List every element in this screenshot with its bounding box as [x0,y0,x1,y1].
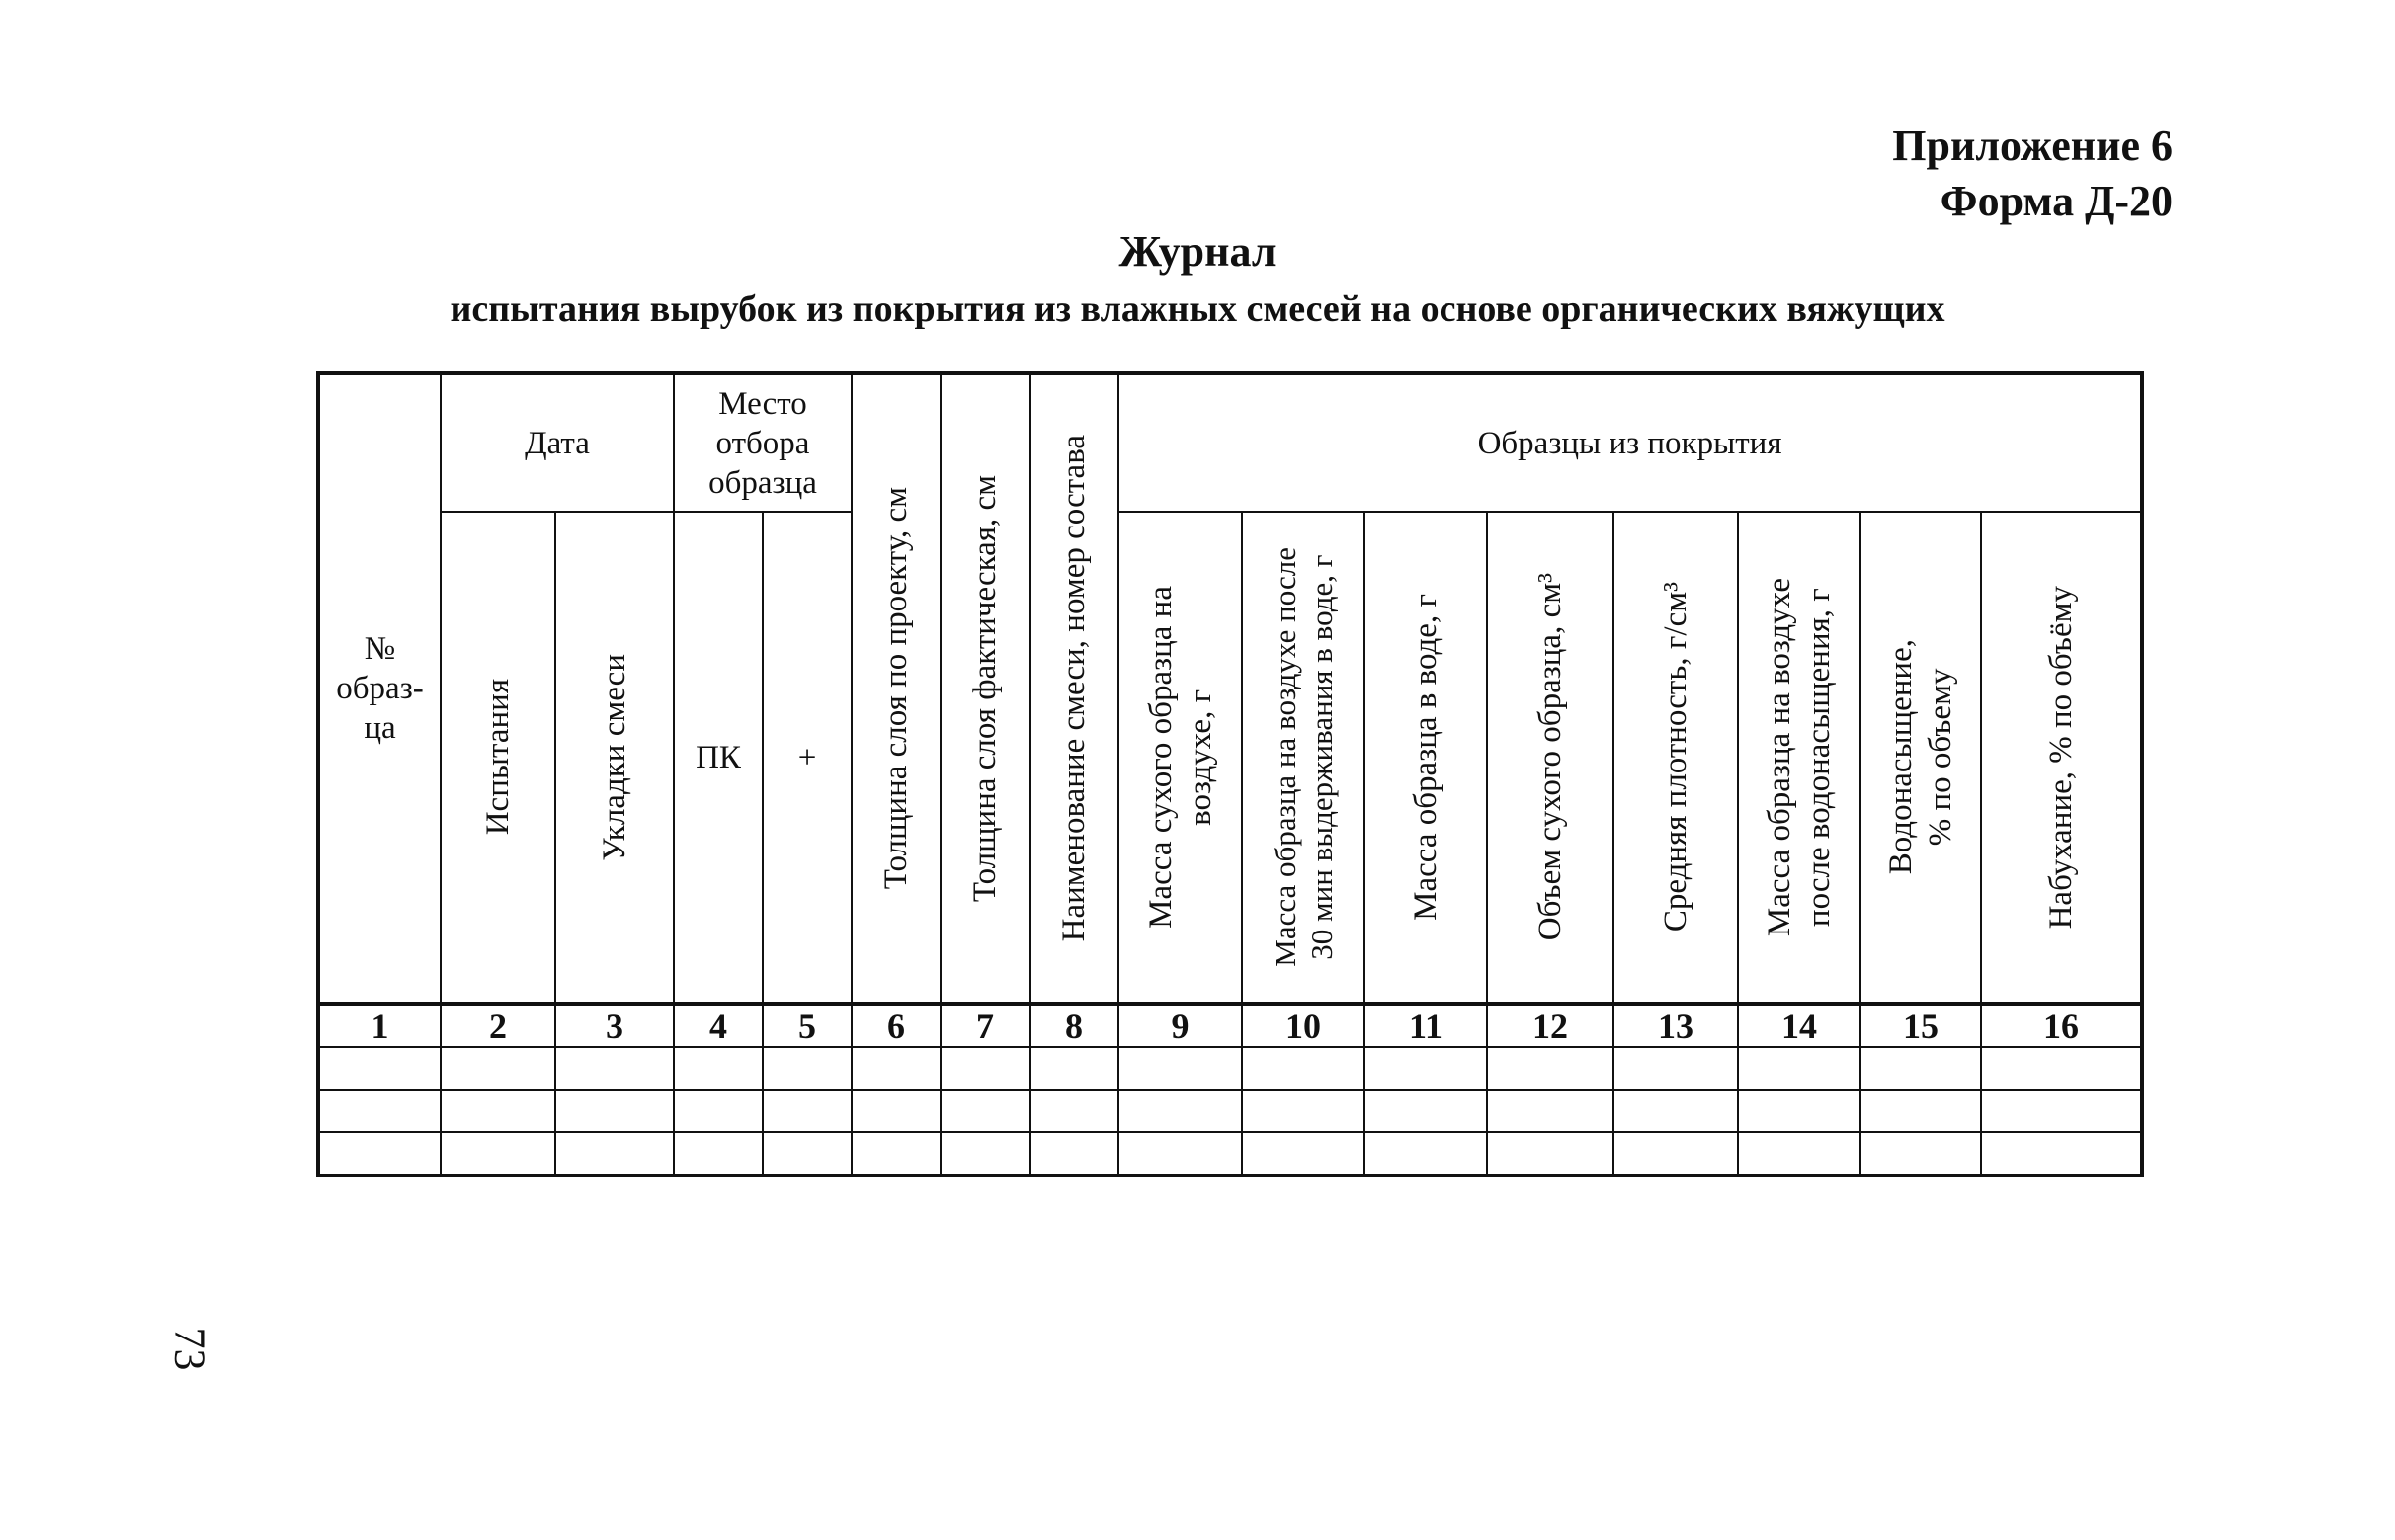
column-number: 12 [1487,1004,1613,1047]
table-row [318,1132,2142,1175]
form-label: Форма Д-20 [1940,177,2173,225]
empty-cell[interactable] [1364,1090,1487,1132]
place-group-header: Место отбора образца [674,373,852,512]
empty-cell[interactable] [1487,1132,1613,1175]
empty-cell[interactable] [1613,1090,1738,1132]
sample-number-header: № образ- ца [318,373,441,1004]
column-number: 4 [674,1004,763,1047]
test-date-header: Испытания [441,512,555,1004]
table-row [318,1090,2142,1132]
column-number: 3 [555,1004,674,1047]
column-number: 6 [852,1004,941,1047]
empty-cell[interactable] [318,1090,441,1132]
appendix-block [1892,119,2173,229]
empty-cell[interactable] [1613,1132,1738,1175]
laying-date-header: Укладки смеси [555,512,674,1004]
date-group-header: Дата [441,373,674,512]
empty-cell[interactable] [1613,1047,1738,1090]
empty-cell[interactable] [1981,1090,2142,1132]
empty-cell[interactable] [1030,1047,1118,1090]
empty-cell[interactable] [1030,1090,1118,1132]
samples-group-header: Образцы из покрытия [1118,373,2142,512]
dry-mass-air-header: Масса сухого образца на воздухе, г [1118,512,1242,1004]
empty-cell[interactable] [941,1090,1030,1132]
avg-density-header: Средняя плотность, г/см³ [1613,512,1738,1004]
design-thickness-header: Толщина слоя по проекту, см [852,373,941,1004]
empty-cell[interactable] [1487,1090,1613,1132]
empty-cell[interactable] [674,1090,763,1132]
empty-cell[interactable] [763,1132,852,1175]
empty-cell[interactable] [1242,1132,1364,1175]
swelling-header: Набухание, % по объёму [1981,512,2142,1004]
empty-cell[interactable] [1738,1090,1860,1132]
pk-header: ПК [674,512,763,1004]
empty-cell[interactable] [1738,1132,1860,1175]
empty-cell[interactable] [1860,1132,1981,1175]
column-number: 1 [318,1004,441,1047]
page-number: 73 [165,1327,214,1371]
empty-cell[interactable] [852,1132,941,1175]
empty-cell[interactable] [941,1047,1030,1090]
journal-table [316,371,2144,1177]
column-number: 8 [1030,1004,1118,1047]
mass-after-saturation-header: Масса образца на воздухе после водонасыщения, г [1738,512,1860,1004]
column-number: 7 [941,1004,1030,1047]
table-row [318,1047,2142,1090]
empty-cell[interactable] [1364,1047,1487,1090]
mass-in-water-header: Масса образца в воде, г [1364,512,1487,1004]
empty-cell[interactable] [1860,1047,1981,1090]
empty-cell[interactable] [555,1132,674,1175]
column-number: 14 [1738,1004,1860,1047]
column-number: 11 [1364,1004,1487,1047]
document-title: Журнал [1118,227,1277,276]
empty-cell[interactable] [852,1047,941,1090]
empty-cell[interactable] [1118,1047,1242,1090]
empty-cell[interactable] [1118,1090,1242,1132]
column-number: 13 [1613,1004,1738,1047]
empty-cell[interactable] [763,1047,852,1090]
column-number: 10 [1242,1004,1364,1047]
empty-cell[interactable] [1030,1132,1118,1175]
empty-cell[interactable] [1242,1090,1364,1132]
empty-cell[interactable] [318,1132,441,1175]
column-number: 9 [1118,1004,1242,1047]
empty-cell[interactable] [674,1132,763,1175]
mix-name-header: Наименование смеси, номер состава [1030,373,1118,1004]
appendix-label: Приложение 6 [1892,122,2173,170]
document-subtitle: испытания вырубок из покрытия из влажных смесей на основе органических вяжущих [450,288,1945,330]
empty-cell[interactable] [1860,1090,1981,1132]
column-number: 5 [763,1004,852,1047]
empty-cell[interactable] [555,1047,674,1090]
empty-cell[interactable] [441,1090,555,1132]
actual-thickness-header: Толщина слоя фактическая, см [941,373,1030,1004]
empty-cell[interactable] [1738,1047,1860,1090]
empty-cell[interactable] [1364,1132,1487,1175]
empty-cell[interactable] [1118,1132,1242,1175]
empty-cell[interactable] [1981,1047,2142,1090]
empty-cell[interactable] [441,1047,555,1090]
column-number: 2 [441,1004,555,1047]
empty-cell[interactable] [763,1090,852,1132]
empty-cell[interactable] [674,1047,763,1090]
column-number: 16 [1981,1004,2142,1047]
empty-cell[interactable] [1487,1047,1613,1090]
water-saturation-header: Водонасыщение, % по объему [1860,512,1981,1004]
empty-cell[interactable] [555,1090,674,1132]
empty-cell[interactable] [1981,1132,2142,1175]
mass-after-30-min-header: Масса образца на воздухе после 30 мин выдерживания в воде, г [1242,512,1364,1004]
column-numbers-row [318,1004,2142,1047]
column-number: 15 [1860,1004,1981,1047]
dry-volume-header: Объем сухого образца, см³ [1487,512,1613,1004]
empty-cell[interactable] [1242,1047,1364,1090]
plus-header: + [763,512,852,1004]
empty-cell[interactable] [318,1047,441,1090]
empty-cell[interactable] [441,1132,555,1175]
empty-cell[interactable] [941,1132,1030,1175]
empty-cell[interactable] [852,1090,941,1132]
